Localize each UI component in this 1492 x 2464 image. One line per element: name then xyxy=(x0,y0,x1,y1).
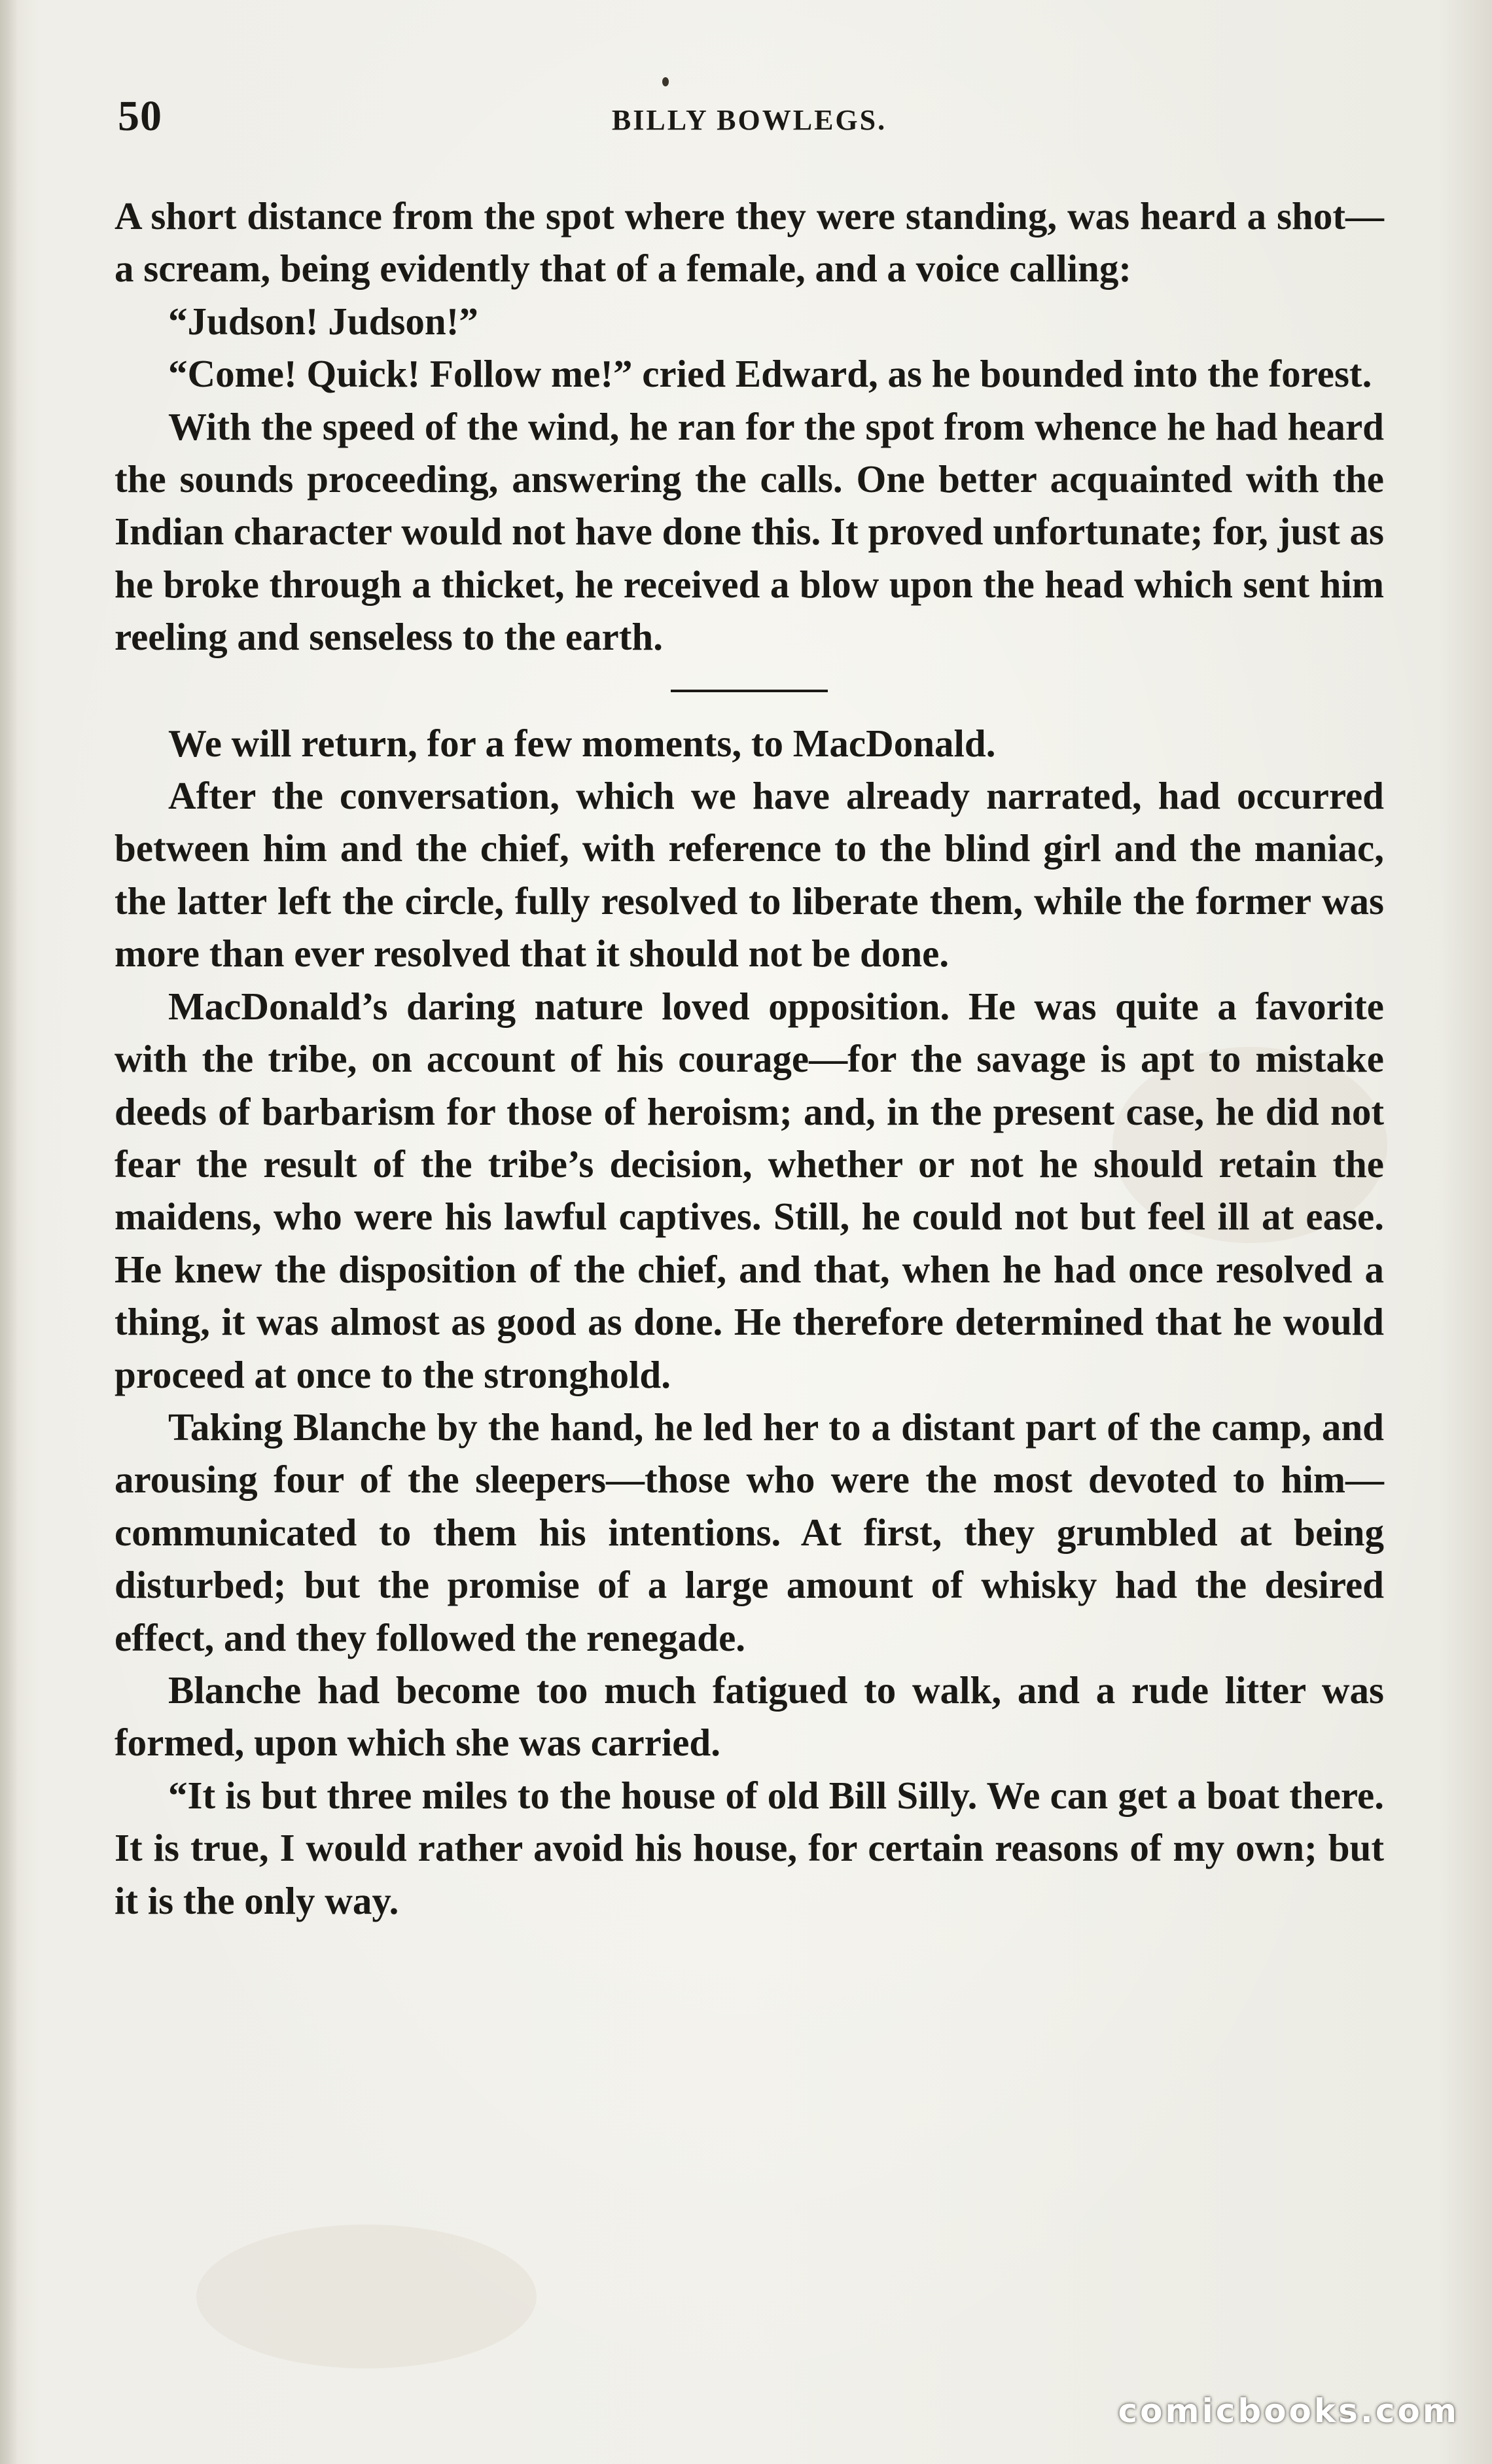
site-watermark: comicbooks.com xyxy=(1118,2392,1459,2430)
paragraph: MacDonald’s daring nature loved opposition. He was quite a favorite with the tribe, on account of his courage—for the savage is apt to mistake deeds of barbarism for those of heroism; and, in the present case, he did not fear the result of the tribe’s decision, whether or not he should retain the maidens, who were his lawful captives. Still, he could not but feel ill at ease. He knew the disposition of the chief, and that, when he had once resolved a thing, it was almost as good as done. He therefore determined that he would proceed at once to the stronghold. xyxy=(115,984,1384,1396)
paragraph: After the conversation, which we have already narrated, had occurred between him and the chief, with reference to the blind girl and the maniac, the latter left the circle, fully resolved to liberate them, while the former was more than ever resolved that it should not be done. xyxy=(115,774,1384,976)
paragraph: A short distance from the spot where they were standing, was heard a shot—a scream, being evidently that of a female, and a voice calling: xyxy=(115,194,1384,290)
paragraph: “It is but three miles to the house of old Bill Silly. We can get a boat there. It is true, I would rather avoid his house, for certain reasons of my own; but it is the only way. xyxy=(115,1773,1384,1922)
page-edge-shadow xyxy=(0,0,18,2464)
paragraph: With the speed of the wind, he ran for the spot from whence he had heard the sounds proceeding, answering the calls. One better acquainted with the Indian character would not have done this. It proved unfortunate; for, just as he broke through a thicket, he received a blow upon the head which sent him reeling and senseless to the earth. xyxy=(115,404,1384,659)
paragraph: Blanche had become too much fatigued to walk, and a rude litter was formed, upon which she was carried. xyxy=(115,1668,1384,1765)
section-divider xyxy=(671,690,828,692)
page-number: 50 xyxy=(118,92,162,140)
paragraph: “Come! Quick! Follow me!” cried Edward, as he bounded into the forest. xyxy=(168,352,1372,396)
page-header xyxy=(118,92,1381,144)
page-body xyxy=(115,190,1384,1927)
paper-stain xyxy=(196,2225,537,2368)
header-ornament xyxy=(662,77,669,86)
paragraph: “Judson! Judson!” xyxy=(168,299,478,343)
paragraph: Taking Blanche by the hand, he led her to a distant part of the camp, and arousing four of the sleepers—those who were the most devoted to him—communicated to them his intentions. At first, they grumbled at being disturbed; but the promise of a large amount of whisky had the desired effect, and they followed the renegade. xyxy=(115,1405,1384,1659)
running-title: BILLY BOWLEGS. xyxy=(611,104,887,136)
paragraph: We will return, for a few moments, to MacDonald. xyxy=(168,721,996,765)
